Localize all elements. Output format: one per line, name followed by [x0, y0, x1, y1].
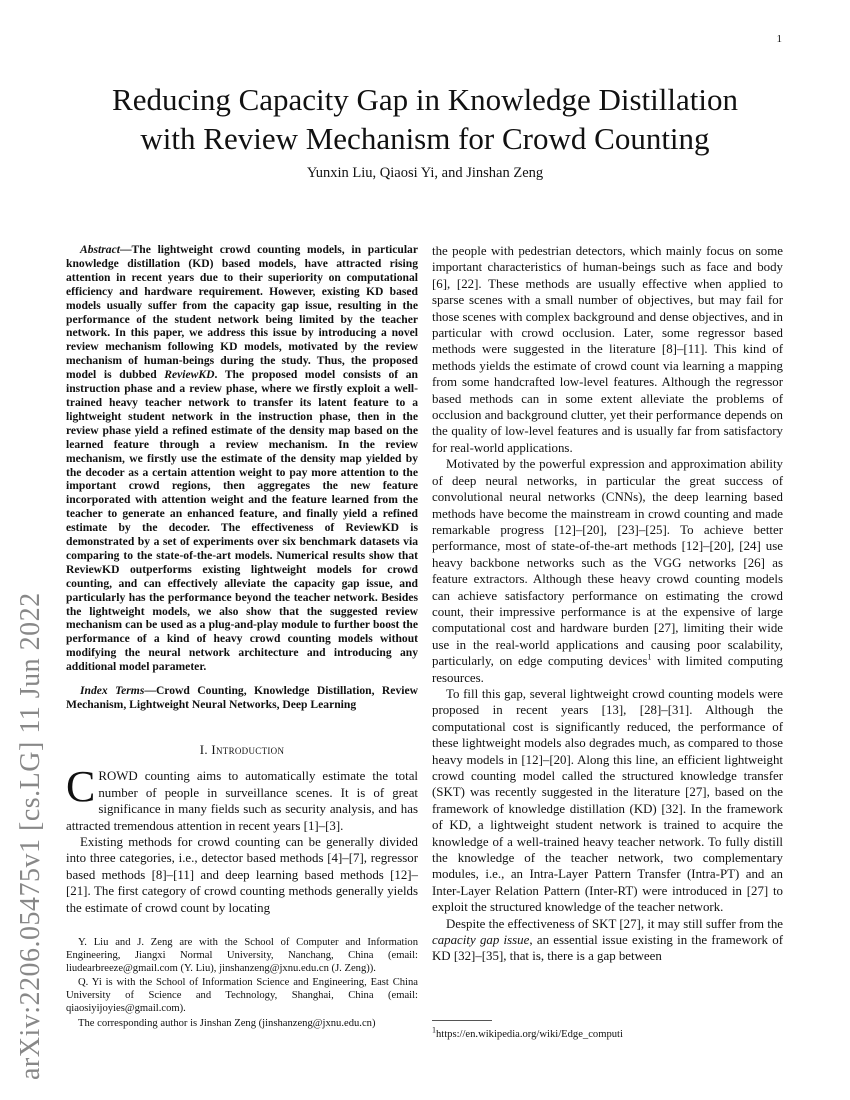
index-terms-label: Index Terms: [80, 684, 145, 698]
footnote-url-link[interactable]: https://en.wikipedia.org/wiki/Edge_computi: [436, 1029, 623, 1040]
footnote-url: [432, 1020, 783, 1042]
title-line-1: Reducing Capacity Gap in Knowledge Distillation: [112, 82, 738, 117]
page-number: 1: [776, 33, 782, 45]
authors: Yunxin Liu, Qiaosi Yi, and Jinshan Zeng: [306, 165, 544, 181]
drop-cap: C: [66, 762, 96, 812]
left-column: [66, 243, 418, 916]
right-column: [432, 243, 783, 965]
footnote-corresponding-author: The corresponding author is Jinshan Zeng (jinshanzeng@jxnu.edu.cn): [78, 1017, 376, 1029]
right-paragraph-4: [432, 916, 783, 965]
right-paragraph-2: [432, 456, 783, 686]
intro-first-word: ROWD: [98, 769, 138, 784]
right-paragraph-4-emphasis: capacity gap issue: [432, 933, 530, 948]
right-paragraph-2-end: with limited computing resources.: [432, 654, 784, 685]
intro-paragraph-1-text: counting aims to automatically estimate the total number of people in surveillance scenes. It is of great significance in many fields such as security analysis, and has attracted tremendous attention in recent years [1]–[3].: [66, 769, 418, 833]
abstract-text: —The lightweight crowd counting models, in particular knowledge distillation (KD) based models, have attracted rising attention in recent years due to their superiority on computational efficiency and hardware requirement. However, existing KD based models usually suffer from the capacity gap issue, resulting in the performance of the student network being limited by the teacher network. In this paper, we address this issue by introducing a novel review mechanism following KD models, motivated by the review mechanism of human-beings during the study. Thus, the proposed model is dubbed: [66, 243, 418, 382]
index-terms-text: —Crowd Counting, Knowledge Distillation, Review Mechanism, Lightweight Neural Networks, Deep Learning: [66, 684, 418, 711]
right-paragraph-4-b: , an essential issue existing in the framework of KD [32]–[35], that is, there is a gap between: [432, 933, 783, 964]
footnote-affiliation-1: Y. Liu and J. Zeng are with the School of Computer and Information Engineering, Jiangxi Normal University, Nanchang, China (email: liudearbreeze@gmail.com (Y. Liu), jinshanzeng@jxnu.edu.cn (J. Zeng)).: [66, 937, 418, 974]
paper-title: [0, 80, 850, 158]
section-heading-introduction: [66, 742, 418, 758]
title-line-2: with Review Mechanism for Crowd Counting: [140, 121, 710, 156]
right-paragraph-2-text: Motivated by the powerful expression and approximation ability of deep neural networks, in particular the great success of convolutional neural networks (CNNs), the deep learning based methods have become the mainstream in crowd counting and made remarkable progress [12]–[20], [23]–[25]. To achieve better performance, most of state-of-the-art methods [12]–[20], [24] use heavy backbone networks such as the VGG networks [26] as feature extractors. Although these heavy crowd counting models can achieve satisfactory performance on estimating the crowd count, their impressive performance is at the expensive of large computational cost and hardware burden [27], limiting their wide use in the real-world applications and causing poor scalability, particularly, on edge computing devices: [432, 457, 783, 669]
intro-paragraph-1: [66, 762, 418, 834]
right-paragraph-4-a: Despite the effectiveness of SKT [27], it may still suffer from the: [446, 916, 783, 931]
footnote-affiliation-2: Q. Yi is with the School of Information Science and Engineering, East China University of Science and Technology, Shanghai, China (email: qiaosiyijoyies@gmail.com).: [66, 977, 418, 1014]
footnote-marker[interactable]: 1: [647, 652, 652, 662]
abstract-label: Abstract: [80, 243, 120, 256]
affiliation-footnotes: [66, 937, 418, 1033]
footnote-url-marker: 1: [432, 1025, 436, 1035]
section-number: I.: [199, 742, 212, 757]
intro-paragraph-2: Existing methods for crowd counting can be generally divided into three categories, i.e., detector based methods [4]–[7], regressor based methods [8]–[11] and deep learning based methods [12]–[21]. The first category of crowd counting methods generally yields the estimate of crowd count by locating: [66, 834, 418, 915]
right-paragraph-1: the people with pedestrian detectors, which mainly focus on some important characteristics of human-beings such as face and body [6], [22]. These methods are usually effective when applied to sparse scenes with a small number of objectives, but may fail for those scenes with complex background and dense objectives, and in particular with crowd occlusion. Later, some regressor based methods were suggested in the literature [8]–[11]. This kind of methods yields the estimate of crowd count via learning a mapping from some handcrafted low-level features. Although the regressor based methods can in some extent alleviate the problems of occlusion and background clutter, yet their performance depends on the quality of low-level features and is usually far from satisfactory for real-world applications.: [432, 244, 783, 455]
section-title: Introduction: [211, 742, 285, 757]
right-paragraph-3: To fill this gap, several lightweight crowd counting models were proposed in recent years [13], [28]–[31]. Although the computational cost is significantly reduced, the performance of these lightweight models also degrades much, as compared to those heavy models in [12]–[20]. Along this line, an efficient lightweight crowd counting model called the structured knowledge transfer (SKT) was recently suggested in the literature [27], based on the framework of knowledge distillation (KD) [32]. In the framework of KD, a lightweight student network is trained to acquire the knowledge of a well-trained heavy teacher network. To fully distill the knowledge of the teacher network, two complementary modules, i.e., an Intra-Layer Pattern Transfer (Intra-PT) and an Inter-Layer Relation Pattern (Inter-RT) were introduced in [27] to exploit the structured knowledge of the teacher network.: [432, 686, 783, 915]
arxiv-identifier[interactable]: arXiv:2206.05475v1 [cs.LG] 11 Jun 2022: [15, 592, 46, 1080]
index-terms: [66, 684, 418, 712]
abstract-model-name: ReviewKD: [164, 368, 215, 382]
abstract-text-2: . The proposed model consists of an instruction phase and a review phase, where we firstly exploit a well-trained heavy teacher network to transfer its latent feature to a lightweight student network in the instruction phase, then in the review phase yield a refined estimate of the density map based on the learned feature through a review mechanism. In the review mechanism, we firstly use the estimate of the density map yielded by the decoder as a certain attention weight to pay more attention to the important crowd regions, then aggregates the new feature incorporated with attention weight and the feature learned from the teacher to generate an enhanced feature, and finally yield a refined estimate by the decoder. The effectiveness of ReviewKD is demonstrated by a set of experiments over six benchmark datasets via comparing to the state-of-the-art models. Numerical results show that ReviewKD outperforms existing lightweight models for crowd counting, and can effectively alleviate the capacity gap issue, and particularly has the performance beyond the teacher network. Besides the lightweight models, we also show that the suggested review mechanism can be used as a plug-and-play module to further boost the performance of a kind of heavy crowd counting models without modifying the neural network architecture and introducing any additional model parameter.: [66, 368, 418, 674]
abstract: [66, 243, 418, 674]
